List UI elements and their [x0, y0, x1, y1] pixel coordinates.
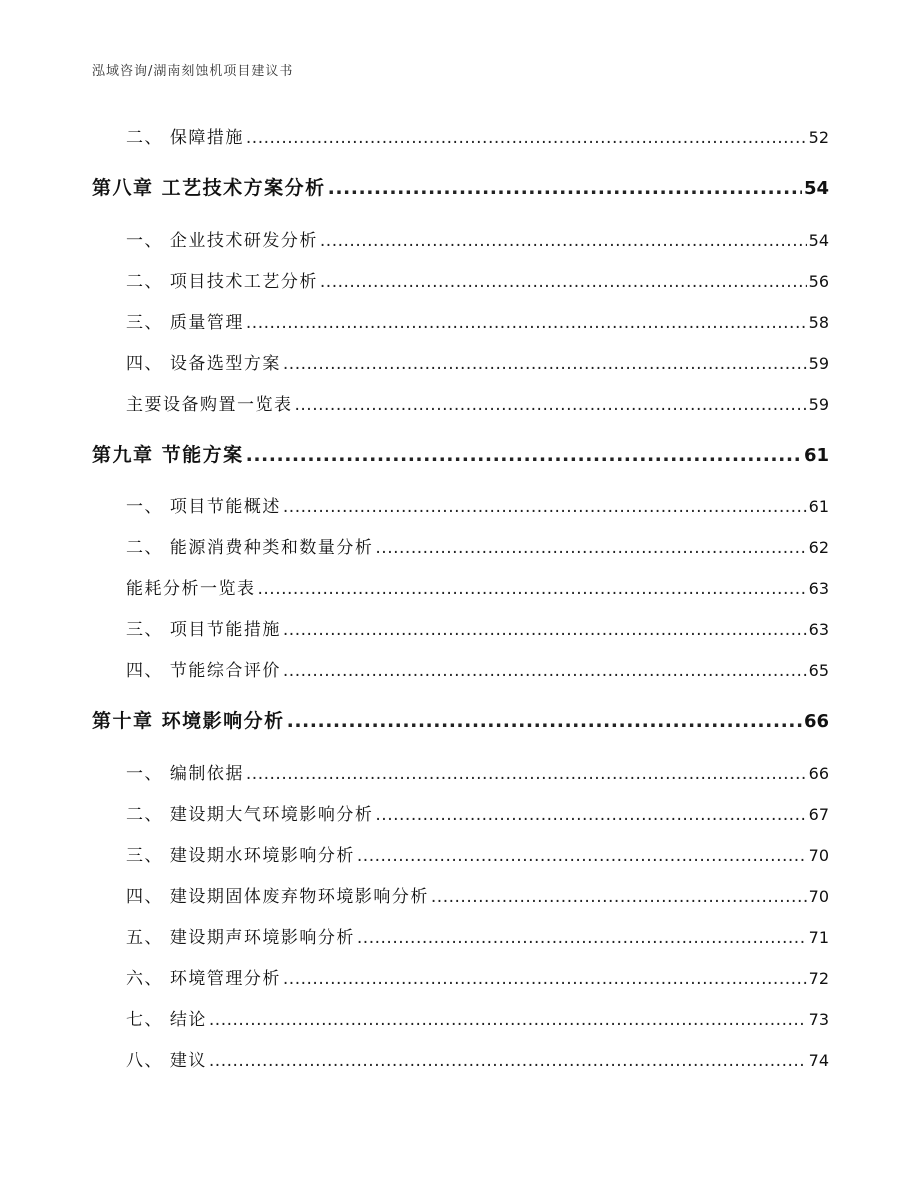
toc-leader-dots [295, 395, 807, 415]
toc-chapter-label: 第八章 工艺技术方案分析 [92, 177, 326, 199]
toc-entry[interactable] [126, 123, 829, 148]
toc-entry[interactable] [126, 800, 829, 825]
toc-entry-label: 八、 建议 [126, 1051, 207, 1071]
toc-page-number: 59 [808, 354, 829, 373]
toc-entry-label: 三、 项目节能措施 [126, 620, 281, 640]
toc-page-number: 52 [808, 128, 829, 147]
toc-page-number: 72 [808, 969, 829, 988]
toc-entry[interactable] [126, 1005, 829, 1030]
toc-entry-label: 五、 建设期声环境影响分析 [126, 928, 355, 948]
toc-leader-dots [246, 128, 807, 148]
toc-page-number: 54 [808, 231, 829, 250]
toc-leader-dots [258, 579, 807, 599]
toc-chapter-entry[interactable] [92, 440, 829, 467]
toc-entry-label: 七、 结论 [126, 1010, 207, 1030]
toc-entry[interactable] [126, 656, 829, 681]
document-header: 泓域咨询/湖南刻蚀机项目建议书 [92, 64, 294, 79]
toc-entry-label: 三、 建设期水环境影响分析 [126, 846, 355, 866]
toc-entry-label: 二、 保障措施 [126, 128, 244, 148]
toc-entry[interactable] [126, 882, 829, 907]
toc-page-number: 70 [808, 846, 829, 865]
toc-leader-dots [283, 661, 807, 681]
toc-leader-dots [431, 887, 807, 907]
toc-leader-dots [320, 231, 807, 251]
toc-entry[interactable] [126, 615, 829, 640]
toc-page-number: 66 [808, 764, 829, 783]
toc-leader-dots [375, 805, 806, 825]
toc-page-number: 58 [808, 313, 829, 332]
toc-leader-dots [246, 764, 807, 784]
toc-entry-label: 二、 项目技术工艺分析 [126, 272, 318, 292]
toc-entry[interactable] [126, 308, 829, 333]
toc-entry-label: 主要设备购置一览表 [126, 395, 293, 415]
toc-entry[interactable] [126, 1046, 829, 1071]
toc-page-number: 70 [808, 887, 829, 906]
toc-entry[interactable] [126, 964, 829, 989]
toc-page-number: 59 [808, 395, 829, 414]
toc-page-number: 74 [808, 1051, 829, 1070]
toc-page-number: 65 [808, 661, 829, 680]
toc-entry-label: 二、 建设期大气环境影响分析 [126, 805, 374, 825]
toc-chapter-label: 第十章 环境影响分析 [92, 710, 285, 732]
toc-page-number: 63 [808, 579, 829, 598]
toc-leader-dots [357, 928, 807, 948]
toc-entry-label: 一、 企业技术研发分析 [126, 231, 318, 251]
toc-entry[interactable] [126, 390, 829, 415]
toc-page-number: 67 [808, 805, 829, 824]
toc-chapter-entry[interactable] [92, 706, 829, 733]
toc-page-number: 54 [803, 178, 829, 199]
toc-entry-label: 能耗分析一览表 [126, 579, 256, 599]
toc-entry[interactable] [126, 533, 829, 558]
toc-leader-dots [357, 846, 807, 866]
toc-leader-dots [283, 969, 807, 989]
toc-entry-label: 二、 能源消费种类和数量分析 [126, 538, 374, 558]
toc-leader-dots [246, 444, 802, 466]
toc-leader-dots [320, 272, 807, 292]
toc-leader-dots [283, 354, 807, 374]
toc-entry-label: 三、 质量管理 [126, 313, 244, 333]
toc-entry[interactable] [126, 267, 829, 292]
toc-entry-label: 一、 项目节能概述 [126, 497, 281, 517]
toc-entry[interactable] [126, 759, 829, 784]
toc-entry-label: 四、 设备选型方案 [126, 354, 281, 374]
toc-page-number: 62 [808, 538, 829, 557]
toc-entry[interactable] [126, 574, 829, 599]
toc-page-number: 63 [808, 620, 829, 639]
toc-entry[interactable] [126, 349, 829, 374]
toc-leader-dots [287, 710, 802, 732]
toc-leader-dots [209, 1010, 807, 1030]
toc-entry-label: 四、 节能综合评价 [126, 661, 281, 681]
toc-entry[interactable] [126, 923, 829, 948]
toc-entry[interactable] [126, 841, 829, 866]
toc-leader-dots [246, 313, 807, 333]
toc-entry[interactable] [126, 226, 829, 251]
toc-entry-label: 一、 编制依据 [126, 764, 244, 784]
toc-entry-label: 四、 建设期固体废弃物环境影响分析 [126, 887, 429, 907]
toc-entry-label: 六、 环境管理分析 [126, 969, 281, 989]
toc-page-number: 61 [808, 497, 829, 516]
toc-chapter-label: 第九章 节能方案 [92, 444, 244, 466]
toc-page-number: 61 [803, 445, 829, 466]
toc-page-number: 56 [808, 272, 829, 291]
toc-chapter-entry[interactable] [92, 173, 829, 200]
toc-entry[interactable] [126, 492, 829, 517]
toc-page-number: 71 [808, 928, 829, 947]
toc-leader-dots [209, 1051, 807, 1071]
toc-leader-dots [283, 497, 807, 517]
toc-leader-dots [283, 620, 807, 640]
toc-leader-dots [328, 177, 802, 199]
toc-page-number: 73 [808, 1010, 829, 1029]
toc-leader-dots [375, 538, 806, 558]
toc-page-number: 66 [803, 711, 829, 732]
